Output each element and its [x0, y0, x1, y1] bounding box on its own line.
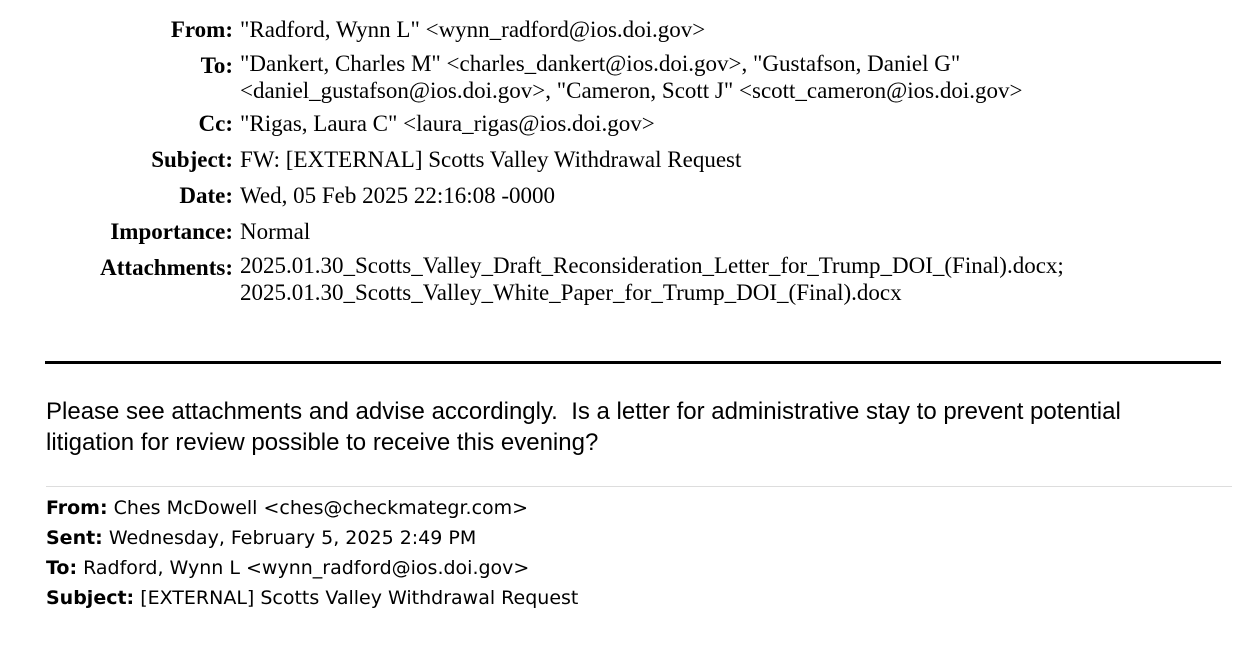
cc-label: Cc: [198, 111, 233, 136]
header-cc-row [0, 108, 1256, 140]
forwarded-header [46, 493, 578, 613]
fwd-sent-value: Wednesday, February 5, 2025 2:49 PM [102, 527, 477, 549]
subject-text: FW: [EXTERNAL] Scotts Valley Withdrawal Request [240, 147, 742, 172]
from-address: "Radford, Wynn L" <wynn_radford@ios.doi.gov> [240, 17, 706, 42]
date-text: Wed, 05 Feb 2025 22:16:08 -0000 [240, 183, 556, 208]
header-to-row [0, 50, 1256, 104]
body-line-2: litigation for review possible to receive this evening? [46, 429, 599, 456]
importance-value [233, 216, 1256, 248]
to-recipients-line-2: <daniel_gustafson@ios.doi.gov>, "Cameron, Scott J" <scott_cameron@ios.doi.gov> [240, 78, 1023, 103]
fwd-subject-label: Subject: [46, 587, 135, 609]
cc-address: "Rigas, Laura C" <laura_rigas@ios.doi.gov> [240, 111, 655, 136]
attachments-list [233, 252, 1256, 306]
forwarded-divider [46, 486, 1232, 487]
fwd-from-label: From: [46, 497, 108, 519]
date-value [233, 180, 1256, 212]
attachment-item[interactable]: 2025.01.30_Scotts_Valley_White_Paper_for_Trump_DOI_(Final).docx [240, 280, 902, 305]
email-header [0, 14, 1256, 310]
body-line-1: Please see attachments and advise accordingly. Is a letter for administrative stay to prevent potential [46, 398, 1121, 425]
date-label: Date: [179, 183, 233, 208]
fwd-sent-row [46, 523, 578, 553]
fwd-to-value: Radford, Wynn L <wynn_radford@ios.doi.gov> [77, 557, 530, 579]
to-label: To: [200, 53, 233, 78]
fwd-to-row [46, 553, 578, 583]
fwd-from-row [46, 493, 578, 523]
attachments-label: Attachments: [100, 255, 233, 280]
cc-value [233, 108, 1256, 140]
importance-text: Normal [240, 219, 311, 244]
header-attachments-row [0, 252, 1256, 306]
attachment-item[interactable]: 2025.01.30_Scotts_Valley_Draft_Reconsideration_Letter_for_Trump_DOI_(Final).docx; [240, 253, 1064, 278]
header-subject-row [0, 144, 1256, 176]
to-value [233, 50, 1256, 104]
header-date-row [0, 180, 1256, 212]
to-recipients-line-1: "Dankert, Charles M" <charles_dankert@ios.doi.gov>, "Gustafson, Daniel G" [240, 51, 961, 76]
subject-label: Subject: [151, 147, 233, 172]
header-importance-row [0, 216, 1256, 248]
header-divider [45, 361, 1221, 364]
from-value [233, 14, 1256, 46]
fwd-subject-value: [EXTERNAL] Scotts Valley Withdrawal Request [134, 587, 579, 609]
subject-value [233, 144, 1256, 176]
from-label: From: [170, 17, 233, 42]
message-body [46, 396, 1236, 458]
fwd-sent-label: Sent: [46, 527, 103, 549]
fwd-subject-row [46, 583, 578, 613]
fwd-from-value: Ches McDowell <ches@checkmategr.com> [107, 497, 529, 519]
importance-label: Importance: [110, 219, 233, 244]
header-from-row [0, 14, 1256, 46]
fwd-to-label: To: [46, 557, 78, 579]
